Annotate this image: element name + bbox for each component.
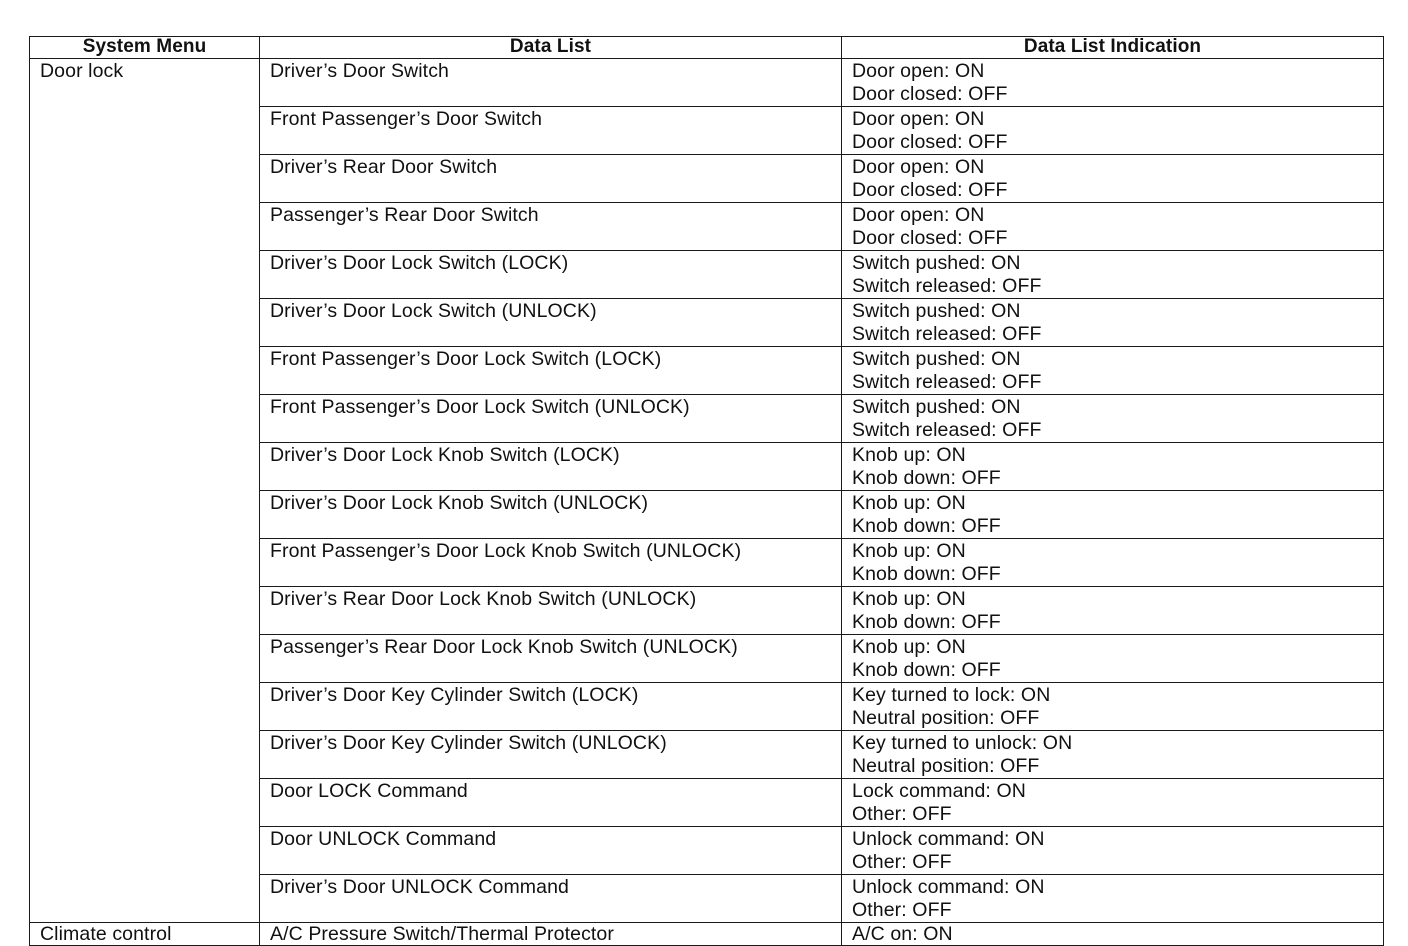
table-row xyxy=(30,923,1384,946)
system-menu-label: Door lock xyxy=(40,60,124,82)
indication-cell xyxy=(842,539,1384,587)
indication-on-state: Knob up: ON xyxy=(852,444,966,466)
data-list-item: Driver’s Door Lock Switch (UNLOCK) xyxy=(270,300,597,322)
data-list-cell xyxy=(260,683,842,731)
system-menu-cell xyxy=(30,923,260,946)
indication-cell xyxy=(842,203,1384,251)
indication-on-state: Door open: ON xyxy=(852,156,985,178)
header-row xyxy=(30,37,1384,59)
data-list-cell xyxy=(260,107,842,155)
indication-off-state: Knob down: OFF xyxy=(852,515,1001,537)
data-list-cell xyxy=(260,923,842,946)
indication-cell xyxy=(842,635,1384,683)
indication-off-state: Other: OFF xyxy=(852,803,952,825)
data-list-item: Front Passenger’s Door Switch xyxy=(270,108,543,130)
indication-on-state: Lock command: ON xyxy=(852,780,1026,802)
indication-on-state: Key turned to lock: ON xyxy=(852,684,1051,706)
data-list-cell xyxy=(260,59,842,107)
indication-cell xyxy=(842,923,1384,946)
system-menu-cell xyxy=(30,59,260,923)
indication-off-state: Door closed: OFF xyxy=(852,227,1008,249)
indication-cell xyxy=(842,731,1384,779)
indication-on-state: Knob up: ON xyxy=(852,636,966,658)
indication-off-state: Switch released: OFF xyxy=(852,323,1042,345)
data-list-cell xyxy=(260,827,842,875)
indication-on-state: Door open: ON xyxy=(852,60,985,82)
header-system-menu: System Menu xyxy=(30,37,260,59)
data-list-item: Driver’s Door UNLOCK Command xyxy=(270,876,569,898)
indication-on-state: Unlock command: ON xyxy=(852,828,1045,850)
indication-off-state: Knob down: OFF xyxy=(852,659,1001,681)
indication-on-state: Switch pushed: ON xyxy=(852,348,1021,370)
indication-cell xyxy=(842,59,1384,107)
data-list-item: Door LOCK Command xyxy=(270,780,468,802)
data-list-item: Passenger’s Rear Door Lock Knob Switch (UNLOCK) xyxy=(270,636,738,658)
indication-off-state: Neutral position: OFF xyxy=(852,707,1040,729)
data-list-item: Driver’s Door Switch xyxy=(270,60,449,82)
data-list-cell xyxy=(260,539,842,587)
indication-cell xyxy=(842,875,1384,923)
table-row xyxy=(30,59,1384,107)
data-list-cell xyxy=(260,395,842,443)
indication-off-state: Other: OFF xyxy=(852,851,952,873)
indication-cell xyxy=(842,299,1384,347)
header-data-list-indication: Data List Indication xyxy=(842,37,1384,59)
indication-on-state: Knob up: ON xyxy=(852,492,966,514)
data-list-cell xyxy=(260,443,842,491)
indication-off-state: Switch released: OFF xyxy=(852,419,1042,441)
indication-off-state: Switch released: OFF xyxy=(852,371,1042,393)
indication-off-state: Knob down: OFF xyxy=(852,467,1001,489)
data-list-cell xyxy=(260,779,842,827)
data-list-item: Driver’s Door Lock Knob Switch (LOCK) xyxy=(270,444,620,466)
data-list-cell xyxy=(260,299,842,347)
data-list-item: Passenger’s Rear Door Switch xyxy=(270,204,539,226)
data-list-cell xyxy=(260,155,842,203)
system-menu-label: Climate control xyxy=(40,923,172,945)
indication-cell xyxy=(842,251,1384,299)
data-list-cell xyxy=(260,491,842,539)
data-list-table xyxy=(29,36,1384,946)
data-list-item: Front Passenger’s Door Lock Switch (UNLOCK) xyxy=(270,396,690,418)
indication-cell xyxy=(842,491,1384,539)
indication-on-state: Unlock command: ON xyxy=(852,876,1045,898)
data-list-cell xyxy=(260,347,842,395)
data-list-item: Driver’s Rear Door Switch xyxy=(270,156,498,178)
data-list-item: A/C Pressure Switch/Thermal Protector xyxy=(270,923,614,945)
indication-off-state: Neutral position: OFF xyxy=(852,755,1040,777)
data-list-item: Driver’s Door Key Cylinder Switch (LOCK) xyxy=(270,684,639,706)
indication-on-state: A/C on: ON xyxy=(852,923,953,945)
data-list-item: Driver’s Rear Door Lock Knob Switch (UNLOCK) xyxy=(270,588,697,610)
data-list-cell xyxy=(260,875,842,923)
indication-off-state: Door closed: OFF xyxy=(852,83,1008,105)
indication-on-state: Switch pushed: ON xyxy=(852,252,1021,274)
indication-cell xyxy=(842,443,1384,491)
indication-off-state: Other: OFF xyxy=(852,899,952,921)
indication-cell xyxy=(842,347,1384,395)
indication-cell xyxy=(842,683,1384,731)
indication-cell xyxy=(842,395,1384,443)
data-list-item: Front Passenger’s Door Lock Knob Switch (UNLOCK) xyxy=(270,540,742,562)
indication-off-state: Door closed: OFF xyxy=(852,179,1008,201)
indication-cell xyxy=(842,827,1384,875)
indication-on-state: Knob up: ON xyxy=(852,540,966,562)
indication-off-state: Knob down: OFF xyxy=(852,563,1001,585)
indication-cell xyxy=(842,155,1384,203)
data-list-item: Driver’s Door Key Cylinder Switch (UNLOCK) xyxy=(270,732,667,754)
data-list-cell xyxy=(260,731,842,779)
indication-on-state: Switch pushed: ON xyxy=(852,396,1021,418)
data-list-item: Door UNLOCK Command xyxy=(270,828,497,850)
indication-on-state: Door open: ON xyxy=(852,108,985,130)
indication-off-state: Door closed: OFF xyxy=(852,131,1008,153)
header-data-list: Data List xyxy=(260,37,842,59)
indication-off-state: Switch released: OFF xyxy=(852,275,1042,297)
data-list-item: Driver’s Door Lock Knob Switch (UNLOCK) xyxy=(270,492,649,514)
indication-cell xyxy=(842,587,1384,635)
data-list-item: Front Passenger’s Door Lock Switch (LOCK) xyxy=(270,348,662,370)
indication-on-state: Knob up: ON xyxy=(852,588,966,610)
data-list-cell xyxy=(260,251,842,299)
indication-on-state: Key turned to unlock: ON xyxy=(852,732,1073,754)
indication-on-state: Door open: ON xyxy=(852,204,985,226)
indication-on-state: Switch pushed: ON xyxy=(852,300,1021,322)
indication-off-state: Knob down: OFF xyxy=(852,611,1001,633)
data-list-cell xyxy=(260,635,842,683)
data-list-cell xyxy=(260,203,842,251)
indication-cell xyxy=(842,107,1384,155)
indication-cell xyxy=(842,779,1384,827)
data-list-item: Driver’s Door Lock Switch (LOCK) xyxy=(270,252,569,274)
data-list-cell xyxy=(260,587,842,635)
